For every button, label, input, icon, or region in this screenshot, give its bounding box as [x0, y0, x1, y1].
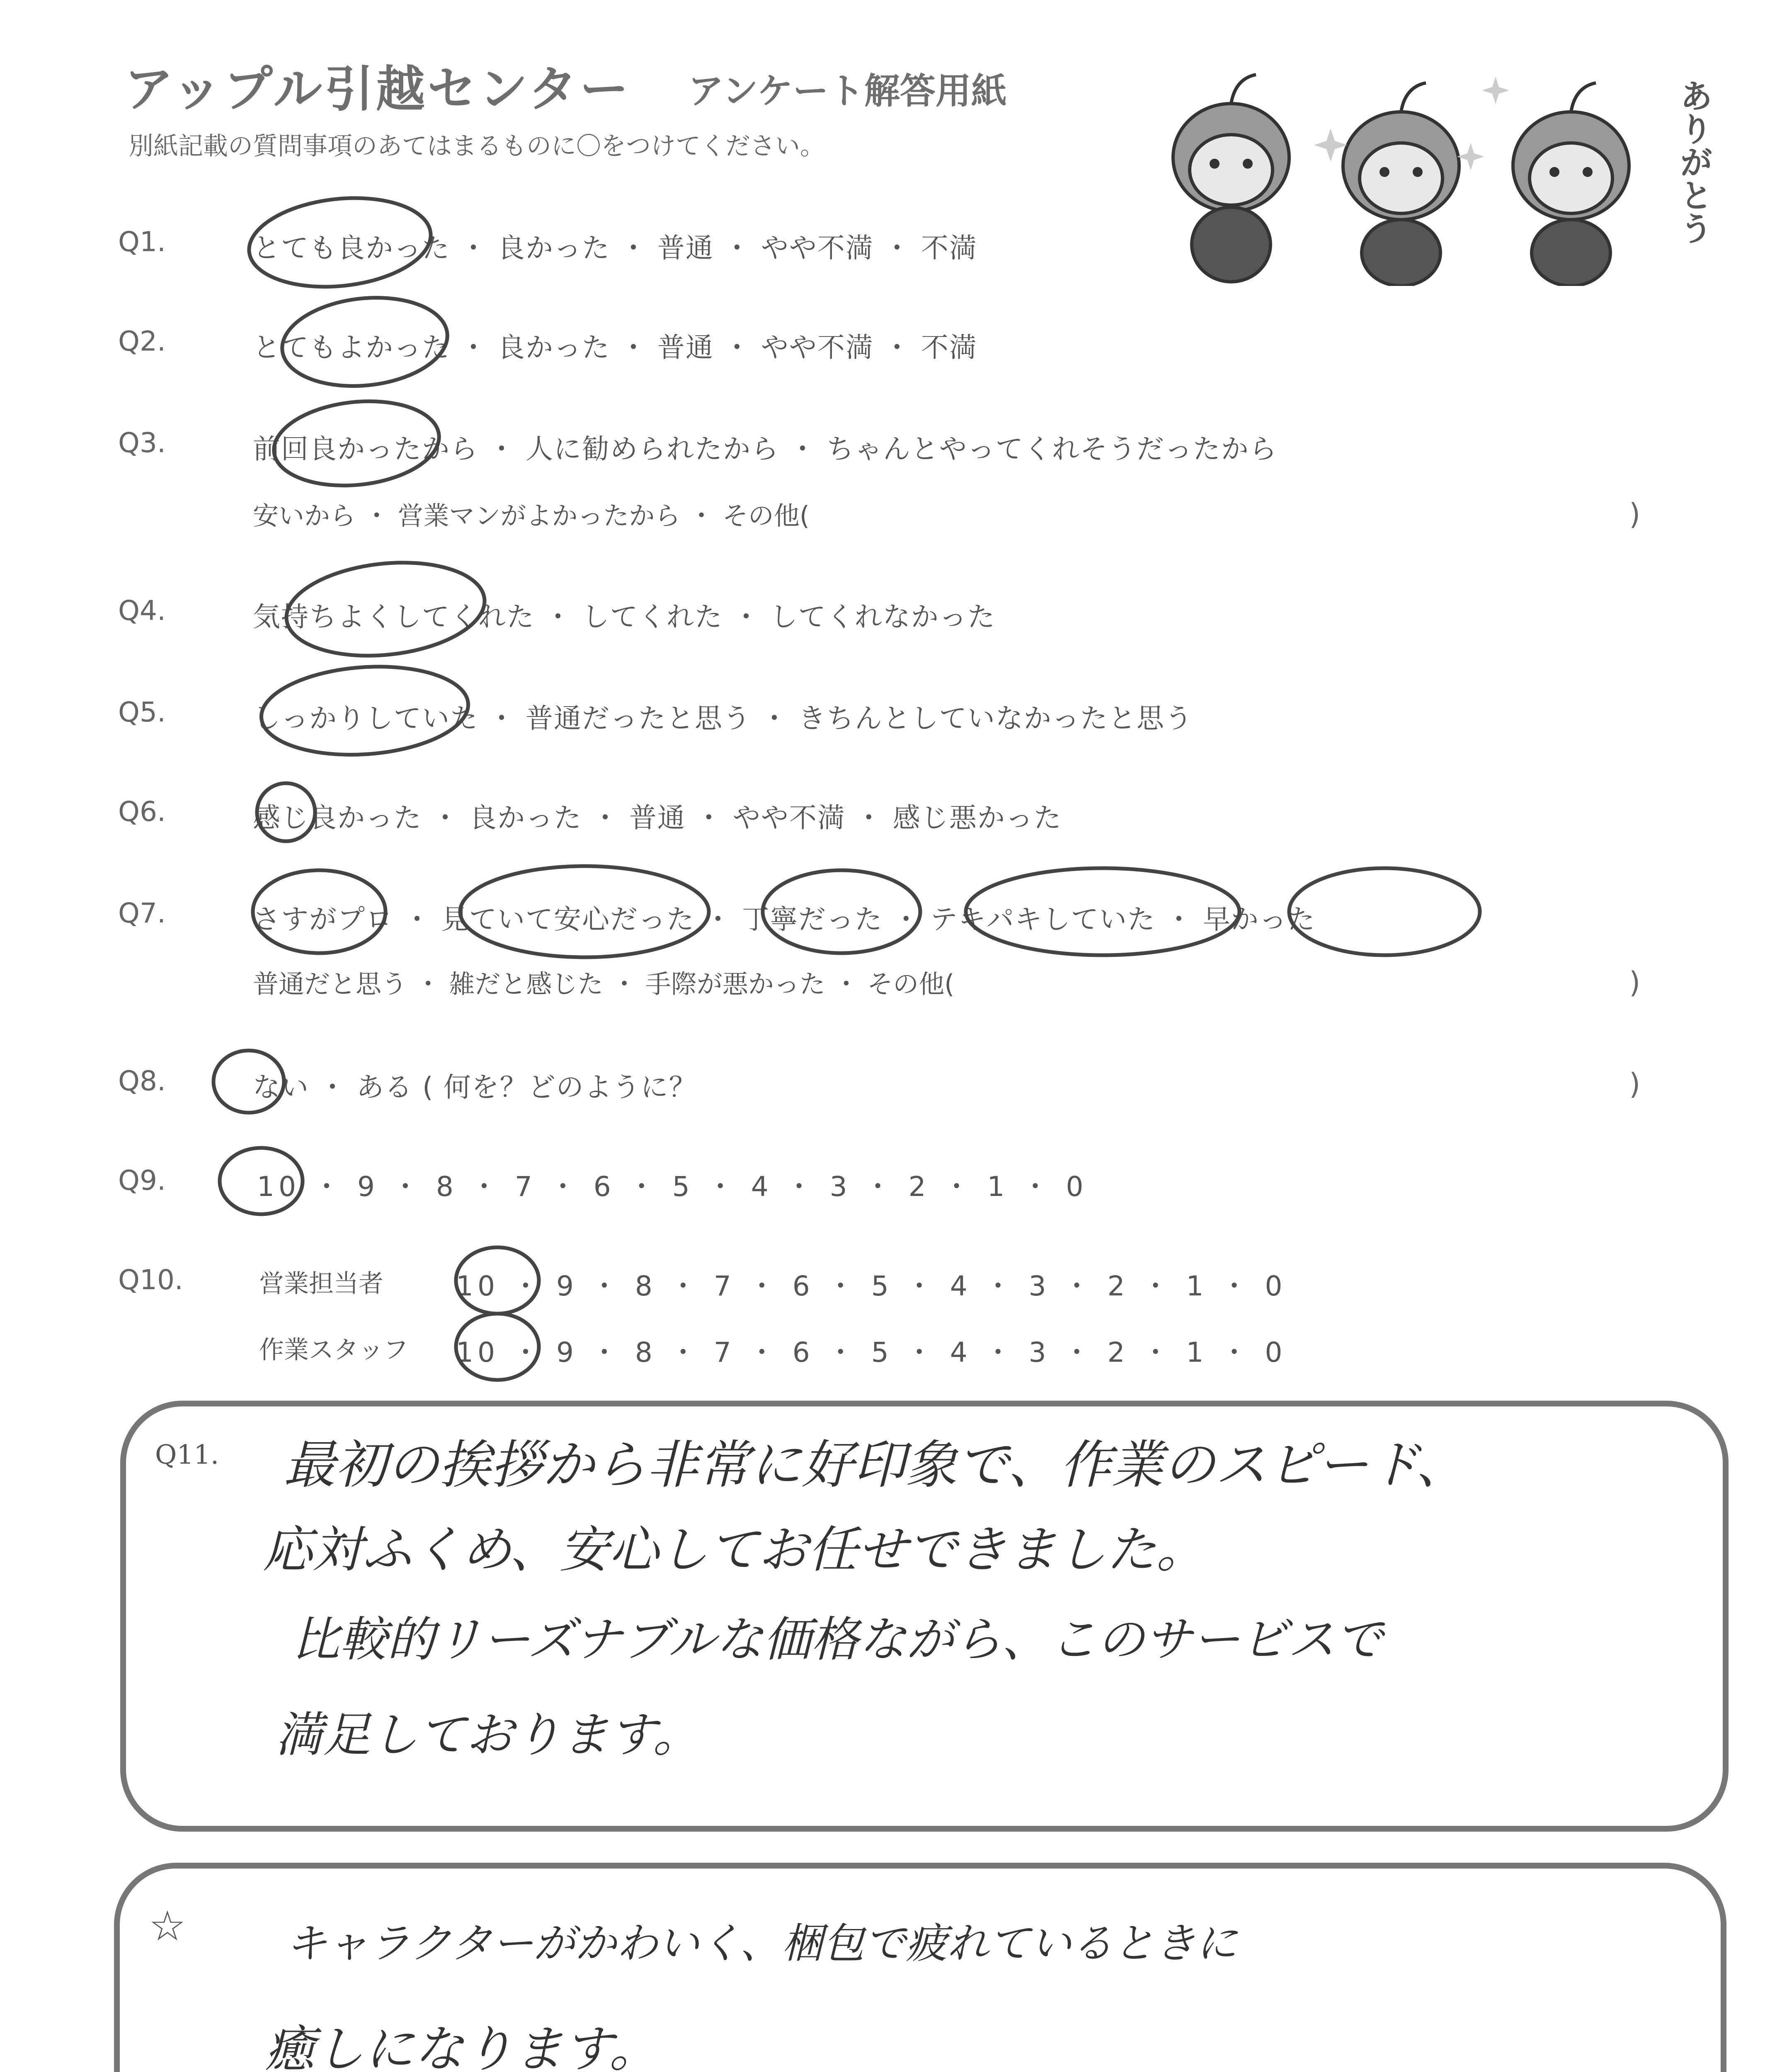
form-subtitle: アンケート解答用紙	[688, 70, 1007, 112]
q4-options: 気持ちよくしてくれた ・ してくれた ・ してくれなかった	[253, 601, 996, 633]
q11-label: Q11.	[155, 1440, 219, 1470]
q2-label: Q2.	[118, 325, 166, 357]
q6-label: Q6.	[118, 796, 166, 828]
q5-options: しっかりしていた ・ 普通だったと思う ・ きちんとしていなかったと思う	[253, 702, 1193, 734]
q9-label: Q9.	[118, 1164, 166, 1196]
company-title: アップル引越センター	[124, 61, 631, 118]
q11-line-1: 最初の挨拶から非常に好印象で、作業のスピード、	[284, 1435, 1468, 1495]
q3-label: Q3.	[118, 427, 166, 459]
q11-line-2: 応対ふくめ、安心してお任せできました。	[263, 1521, 1206, 1579]
q10-staff-scale: 10 ・ 9 ・ 8 ・ 7 ・ 6 ・ 5 ・ 4 ・ 3 ・ 2 ・ 1 ・ 0	[456, 1336, 1287, 1368]
q10-label: Q10.	[118, 1264, 183, 1296]
q10-sales-scale: 10 ・ 9 ・ 8 ・ 7 ・ 6 ・ 5 ・ 4 ・ 3 ・ 2 ・ 1 ・ 0	[456, 1270, 1287, 1302]
q1-options: とても良かった ・ 良かった ・ 普通 ・ やや不満 ・ 不満	[253, 232, 977, 264]
instructions: 別紙記載の質問事項のあてはまるものに〇をつけてください。	[128, 132, 825, 161]
extra-line-1: キャラクターがかわいく、梱包で疲れているときに	[286, 1919, 1237, 1968]
q3-close-paren: )	[1629, 497, 1641, 531]
q10-sales-label: 営業担当者	[259, 1269, 383, 1298]
q4-label: Q4.	[118, 595, 166, 627]
q11-comment-box	[120, 1401, 1729, 1832]
q7-options-2: 普通だと思う ・ 雑だと感じた ・ 手際が悪かった ・ その他(	[253, 969, 955, 999]
q8-options: ない ・ ある ( 何を？どのように？	[253, 1071, 697, 1103]
star-mark: ☆	[149, 1902, 186, 1950]
q9-scale: 10 ・ 9 ・ 8 ・ 7 ・ 6 ・ 5 ・ 4 ・ 3 ・ 2 ・ 1 ・ 0	[257, 1171, 1088, 1203]
q7-label: Q7.	[118, 897, 166, 929]
q10-staff-label: 作業スタッフ	[259, 1336, 408, 1365]
q3-options: 前回良かったから ・ 人に勧められたから ・ ちゃんとやってくれそうだったから	[253, 433, 1278, 465]
q5-label: Q5.	[118, 696, 166, 728]
mascot-caption: ありがとう	[1674, 79, 1713, 244]
extra-comment-box	[114, 1863, 1726, 2072]
q11-line-4: 満足しております。	[275, 1707, 701, 1763]
q7-options: さすがプロ ・ 見ていて安心だった ・ 丁寧だった ・ テキパキしていた ・ 早かった	[253, 903, 1316, 935]
q7-close-paren: )	[1629, 966, 1641, 1000]
q1-label: Q1.	[118, 226, 166, 258]
q8-close-paren: )	[1629, 1067, 1641, 1101]
q3-options-2: 安いから ・ 営業マンがよかったから ・ その他(	[253, 501, 810, 531]
q11-line-3: 比較的リーズナブルな価格ながら、このサービスで	[292, 1612, 1383, 1668]
q8-label: Q8.	[118, 1065, 166, 1097]
q6-options: 感じ良かった ・ 良かった ・ 普通 ・ やや不満 ・ 感じ悪かった	[253, 802, 1062, 834]
q2-options: とてもよかった ・ 良かった ・ 普通 ・ やや不満 ・ 不満	[253, 332, 977, 363]
extra-line-2: 癒しになります。	[265, 2021, 659, 2072]
